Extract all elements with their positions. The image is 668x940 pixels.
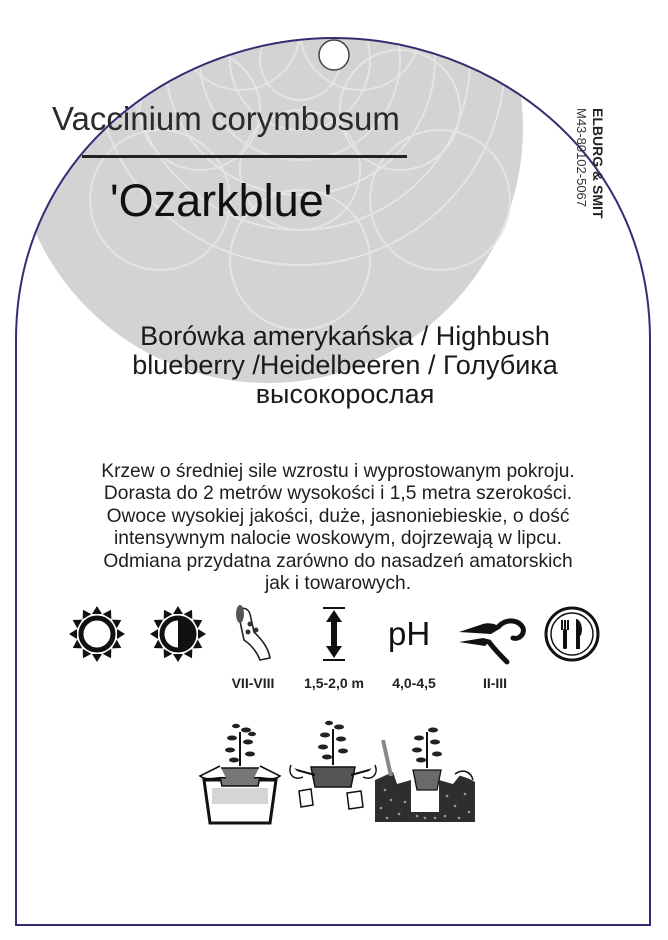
latin-name: Vaccinium corymbosum bbox=[52, 100, 400, 137]
common-names bbox=[80, 322, 610, 409]
description-line: Odmiana przydatna zarówno do nasadzeń amatorskich bbox=[103, 550, 573, 572]
harvest-hand-icon bbox=[236, 605, 270, 660]
harvest-months-label: VII-VIII bbox=[231, 675, 275, 691]
planting-step-watering-illustration bbox=[200, 724, 280, 823]
side-brand-block bbox=[553, 108, 613, 288]
pruning-months-label: II-III bbox=[482, 675, 508, 691]
plant-description bbox=[68, 461, 608, 595]
planting-step-in-ground-illustration bbox=[375, 728, 475, 823]
title-divider bbox=[82, 155, 407, 158]
description-line: Krzew o średniej sile wzrostu i wyprostowanym pokroju. bbox=[101, 461, 575, 482]
full-sun-icon bbox=[69, 606, 125, 662]
common-names-line: blueberry /Heidelbeeren / Голубика bbox=[132, 350, 558, 380]
description-line: intensywnym nalocie woskowym, dojrzewają w lipcu. bbox=[114, 528, 562, 550]
side-brand: ELBURG & SMIT bbox=[590, 108, 606, 219]
side-code: M43-80102-5067 bbox=[574, 108, 589, 208]
height-label: 1,5-2,0 m bbox=[304, 675, 364, 691]
pruning-shears-icon bbox=[459, 621, 523, 662]
common-names-line: Borówka amerykańska / Highbush bbox=[140, 321, 550, 351]
cultivar-name: 'Ozarkblue' bbox=[110, 175, 333, 226]
edible-cutlery-icon bbox=[546, 608, 598, 660]
ph-symbol-icon: pH bbox=[388, 615, 431, 652]
description-line: jak i towarowych. bbox=[264, 573, 412, 595]
hanging-hole bbox=[319, 40, 349, 70]
height-arrow-icon bbox=[323, 608, 345, 660]
half-shade-icon bbox=[150, 606, 206, 662]
description-line: Dorasta do 2 metrów wysokości i 1,5 metra szerokości. bbox=[103, 483, 573, 505]
common-names-line: высокорослая bbox=[255, 379, 435, 409]
description-line: Owoce wysokiej jakości, duże, jasnoniebieskie, o dość bbox=[106, 505, 570, 527]
planting-step-unpotting-illustration bbox=[290, 721, 376, 809]
ph-range-label: 4,0-4,5 bbox=[392, 675, 436, 691]
